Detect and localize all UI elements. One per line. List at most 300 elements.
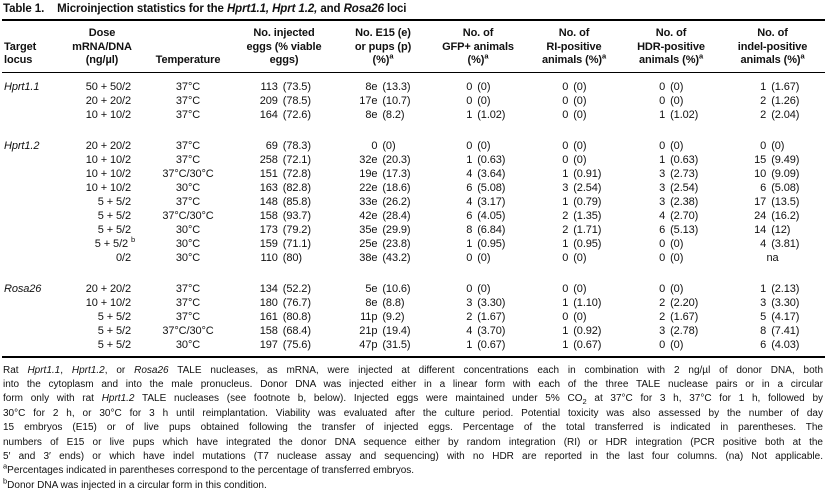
temperature-cell: 37°C xyxy=(175,195,201,208)
value-percent: (20.3) xyxy=(382,153,411,166)
footnote-line: 30°C for 2 h, or 30°C for 3 h until reimplantation. Viability was evaluated after the culture period. Potential toxicity was also assessed by the number of day xyxy=(3,407,823,419)
value-cell xyxy=(720,223,825,237)
dose-cell: 10 + 10/2 xyxy=(85,108,131,121)
value-cell xyxy=(336,94,430,108)
value-percent: (4.05) xyxy=(477,209,506,222)
value-cell xyxy=(430,108,526,122)
temperature-cell: 30°C xyxy=(175,223,201,236)
value-cell xyxy=(430,195,526,209)
value-count: 1 xyxy=(562,324,569,337)
value-cell xyxy=(430,324,526,338)
value-percent: (0) xyxy=(573,108,587,121)
value-cell xyxy=(232,265,336,296)
column-header-line: No. of xyxy=(757,27,788,39)
value-cell xyxy=(232,122,336,153)
value-percent: (72.6) xyxy=(282,108,311,121)
value-count: 258 xyxy=(259,153,278,166)
value-cell xyxy=(336,167,430,181)
table-row xyxy=(2,310,825,324)
value-cell xyxy=(430,296,526,310)
table-row xyxy=(2,94,825,108)
value-count: 197 xyxy=(259,338,278,351)
text: 2 xyxy=(582,397,587,407)
locus-cell: Hprt1.2 xyxy=(4,139,40,152)
column-header-line: animals (%)$^a$ xyxy=(638,51,704,66)
value-percent: (8.2) xyxy=(382,108,405,121)
value-cell xyxy=(232,338,336,357)
value-cell xyxy=(430,209,526,223)
value-percent: (0) xyxy=(477,139,491,152)
column-header-line: Dose xyxy=(88,27,116,39)
value-count: 35e xyxy=(359,223,378,236)
value-cell xyxy=(232,108,336,122)
value-cell xyxy=(232,72,336,94)
value-percent: (80.8) xyxy=(282,310,311,323)
dose-cell: 5 + 5/2 xyxy=(97,223,131,236)
value-percent: (4.17) xyxy=(771,310,800,323)
value-count: 1 xyxy=(562,167,569,180)
temperature-cell: 37°C xyxy=(175,153,201,166)
value-count: 6 xyxy=(466,209,473,222)
value-count: 2 xyxy=(659,296,666,309)
value-count: 4 xyxy=(466,167,473,180)
value-percent: (13.3) xyxy=(382,80,411,93)
value-percent: (2.20) xyxy=(670,296,699,309)
value-percent: (0.79) xyxy=(573,195,602,208)
value-cell xyxy=(622,310,720,324)
value-cell xyxy=(336,209,430,223)
locus-cell xyxy=(2,251,60,265)
value-percent: (0.63) xyxy=(670,153,699,166)
value-cell xyxy=(336,251,430,265)
value-percent: (0) xyxy=(573,139,587,152)
value-cell xyxy=(232,94,336,108)
value-percent: (72.1) xyxy=(282,153,311,166)
table-row xyxy=(2,338,825,357)
column-header-line: mRNA/DNA xyxy=(72,40,132,53)
column-header xyxy=(60,20,144,72)
column-header-line: locus xyxy=(4,54,33,66)
value-cell xyxy=(622,72,720,94)
value-count: 22e xyxy=(359,181,378,194)
value-cell xyxy=(622,167,720,181)
microinjection-statistics-table xyxy=(2,19,825,358)
footnote-line: 5′ and 3′ ends) or which have indel mutations (T7 nuclease assay and sequencing) with no HDR are reported in the last four columns. (na) Not applicable. xyxy=(3,450,823,462)
value-count: 3 xyxy=(659,324,666,337)
table-footnotes xyxy=(2,358,825,494)
value-cell xyxy=(720,153,825,167)
temperature-cell: 37°C/30°C xyxy=(162,209,214,222)
value-cell xyxy=(526,265,622,296)
value-cell xyxy=(336,237,430,251)
column-header-line: indel-positive xyxy=(737,40,808,53)
value-count: 6 xyxy=(659,223,666,236)
text: Rosa26 xyxy=(343,3,384,15)
value-count: 2 xyxy=(466,310,473,323)
value-count: 3 xyxy=(659,195,666,208)
text: Rosa26 xyxy=(134,364,169,376)
value-cell xyxy=(430,265,526,296)
value-count: 1 xyxy=(562,195,569,208)
value-count: 32e xyxy=(359,153,378,166)
value-count: 4 xyxy=(466,324,473,337)
value-percent: (0.91) xyxy=(573,167,602,180)
value-count: 0 xyxy=(466,80,473,93)
value-cell xyxy=(526,251,622,265)
value-cell xyxy=(526,167,622,181)
value-percent: (76.7) xyxy=(282,296,311,309)
dose-cell: 5 + 5/2 xyxy=(60,338,144,357)
value-count: 158 xyxy=(259,209,278,222)
value-percent: (18.6) xyxy=(382,181,411,194)
value-count: 0 xyxy=(659,139,666,152)
locus-cell xyxy=(2,237,60,251)
value-count: 0 xyxy=(466,94,473,107)
value-percent: (0.67) xyxy=(573,338,602,351)
value-cell xyxy=(622,94,720,108)
dose-cell: 5 + 5/2 xyxy=(97,310,131,323)
text: Hprt1.2 xyxy=(101,393,135,405)
value-percent: (0) xyxy=(670,282,684,295)
value-count: 38e xyxy=(359,251,378,264)
value-cell xyxy=(622,108,720,122)
value-count: 25e xyxy=(359,237,378,250)
temperature-cell: 37°C xyxy=(175,94,201,107)
value-cell xyxy=(720,237,825,251)
value-cell xyxy=(720,167,825,181)
column-header-line: (ng/µl) xyxy=(85,54,119,66)
table-row xyxy=(2,237,825,251)
locus-cell xyxy=(2,94,60,108)
text: a xyxy=(800,51,805,61)
value-count: 69 xyxy=(265,139,278,152)
value-percent: (5.08) xyxy=(771,181,800,194)
value-cell xyxy=(720,310,825,324)
value-cell xyxy=(232,310,336,324)
value-percent: (0.67) xyxy=(477,338,506,351)
value-percent: (1.71) xyxy=(573,223,602,236)
value-cell xyxy=(430,223,526,237)
value-cell xyxy=(526,237,622,251)
temperature-cell: 37°C xyxy=(175,296,201,309)
table-row xyxy=(2,195,825,209)
column-header-line: eggs) xyxy=(269,54,299,66)
value-count: 1 xyxy=(466,237,473,250)
value-count: 2 xyxy=(562,223,569,236)
value-count: 164 xyxy=(259,108,278,121)
value-cell xyxy=(430,237,526,251)
dose-cell: 10 + 10/2 xyxy=(85,153,131,166)
table-row xyxy=(2,181,825,195)
value-count: 24 xyxy=(754,209,767,222)
value-percent: (10.6) xyxy=(382,282,411,295)
table-row xyxy=(2,209,825,223)
value-count: 11p xyxy=(360,310,378,323)
value-cell xyxy=(336,181,430,195)
value-percent: (17.3) xyxy=(382,167,411,180)
value-count: 110 xyxy=(260,251,278,264)
value-count: 47p xyxy=(359,338,378,351)
value-percent: (3.30) xyxy=(771,296,800,309)
text: b xyxy=(3,476,8,486)
value-count: 1 xyxy=(760,282,767,295)
table-row xyxy=(2,122,825,153)
table-row xyxy=(2,251,825,265)
value-percent: (82.8) xyxy=(282,181,311,194)
value-cell xyxy=(720,108,825,122)
value-cell xyxy=(720,209,825,223)
value-count: 0 xyxy=(371,139,378,152)
value-cell xyxy=(720,94,825,108)
value-percent: (1.67) xyxy=(771,80,800,93)
text: Hprt1.2 xyxy=(71,364,105,376)
text: a xyxy=(3,462,8,472)
value-cell xyxy=(232,324,336,338)
value-count: 151 xyxy=(259,167,278,180)
value-count: 8 xyxy=(466,223,473,236)
locus-cell: Rosa26 xyxy=(4,282,42,295)
value-count: 3 xyxy=(659,181,666,194)
value-percent: (93.7) xyxy=(282,209,311,222)
value-percent: (68.4) xyxy=(282,324,311,337)
value-count: 1 xyxy=(562,338,569,351)
column-header-line: No. injected xyxy=(253,27,315,39)
dose-cell: 20 + 20/2 xyxy=(85,139,131,152)
value-cell xyxy=(526,108,622,122)
value-count: 159 xyxy=(259,237,278,250)
value-cell xyxy=(430,94,526,108)
value-count: 6 xyxy=(760,338,767,351)
value-percent: (0) xyxy=(670,80,684,93)
value-cell xyxy=(622,237,720,251)
value-count: 0 xyxy=(562,153,569,166)
value-cell xyxy=(622,122,720,153)
value-cell xyxy=(622,181,720,195)
value-percent: (1.10) xyxy=(573,296,602,309)
value-percent: (29.9) xyxy=(382,223,411,236)
temperature-cell: 37°C xyxy=(175,80,201,93)
text: Hprt1.1 xyxy=(27,364,61,376)
value-count: 2 xyxy=(760,108,767,121)
value-cell xyxy=(526,324,622,338)
value-cell xyxy=(336,195,430,209)
column-header xyxy=(430,20,526,72)
value-count: 0 xyxy=(659,237,666,250)
column-header xyxy=(336,20,430,72)
value-percent: (43.2) xyxy=(382,251,411,264)
value-count: 0 xyxy=(562,139,569,152)
value-percent: (3.17) xyxy=(477,195,506,208)
value-percent: (23.8) xyxy=(382,237,411,250)
value-count: 4 xyxy=(659,209,666,222)
column-header xyxy=(720,20,825,72)
value-count: 1 xyxy=(562,296,569,309)
value-count: 0 xyxy=(659,251,666,264)
value-cell xyxy=(336,122,430,153)
locus-cell xyxy=(2,324,60,338)
locus-cell xyxy=(2,108,60,122)
column-header-line: RI-positive xyxy=(546,40,602,53)
column-header-line: Target xyxy=(4,40,37,53)
value-count: 1 xyxy=(466,153,473,166)
column-header-line: or pups (p) xyxy=(354,40,412,53)
value-percent: (5.08) xyxy=(477,181,506,194)
dose-cell: 5 + 5/2 xyxy=(97,195,131,208)
column-header xyxy=(232,20,336,72)
value-percent: (2.54) xyxy=(670,181,699,194)
table-row xyxy=(2,153,825,167)
value-cell xyxy=(430,338,526,357)
value-cell xyxy=(526,122,622,153)
temperature-cell: 37°C xyxy=(175,282,201,295)
value-percent: (0) xyxy=(670,237,684,250)
text: Hprt 1.2, xyxy=(272,3,318,15)
value-cell xyxy=(430,310,526,324)
dose-cell: 20 + 20/2 xyxy=(85,282,131,295)
value-percent: (1.35) xyxy=(573,209,602,222)
footnote-line: form only with rat Hprt1.2 TALE nucleases (see footnote b, below). Injected eggs were maintained under 5% $CO_2$ at 37°C for 3 h, 37°C for 1 h, followed by xyxy=(3,393,824,407)
value-percent: (9.49) xyxy=(771,153,800,166)
value-count: 42e xyxy=(359,209,378,222)
value-percent: (0) xyxy=(670,94,684,107)
value-count: 10 xyxy=(754,167,767,180)
locus-cell xyxy=(2,338,60,357)
temperature-cell: 30°C xyxy=(175,251,201,264)
value-cell xyxy=(622,296,720,310)
value-cell xyxy=(526,310,622,324)
text: a xyxy=(698,51,704,61)
value-percent: (0) xyxy=(670,338,684,351)
value-percent: (16.2) xyxy=(771,209,800,222)
value-percent: (9.09) xyxy=(771,167,800,180)
value-count: 8e xyxy=(365,108,378,121)
value-count: 134 xyxy=(259,282,278,295)
value-percent: (78.5) xyxy=(282,94,311,107)
value-percent: (1.67) xyxy=(670,310,699,323)
value-cell xyxy=(526,338,622,357)
value-count: 0 xyxy=(760,139,767,152)
value-count: 0 xyxy=(466,282,473,295)
value-cell xyxy=(720,251,825,265)
value-cell xyxy=(232,153,336,167)
value-percent: (0) xyxy=(477,80,491,93)
value-cell xyxy=(720,324,825,338)
footnote-line: 15 embryos (E15) or of live pups obtained following the transfer of injected eggs. Percentage of the total transferred is indicated in parentheses. The xyxy=(3,422,823,434)
table-row xyxy=(2,296,825,310)
temperature-cell: 37°C xyxy=(175,139,201,152)
temperature-cell: 37°C/30°C xyxy=(162,324,214,337)
value-cell xyxy=(232,167,336,181)
value-count: 8 xyxy=(760,324,767,337)
value-count: 0 xyxy=(659,338,666,351)
value-percent: (2.54) xyxy=(573,181,602,194)
value-count: 2 xyxy=(659,310,666,323)
column-header-line: eggs (% viable xyxy=(246,40,322,53)
value-cell xyxy=(622,153,720,167)
value-cell xyxy=(526,153,622,167)
temperature-cell: 30°C xyxy=(175,181,201,194)
value-percent: (4.03) xyxy=(771,338,800,351)
value-count: 14 xyxy=(754,223,767,236)
value-percent: (0) xyxy=(771,139,785,152)
value-percent: (78.3) xyxy=(282,139,311,152)
value-count: 3 xyxy=(562,181,569,194)
value-cell xyxy=(430,251,526,265)
value-percent: (79.2) xyxy=(282,223,311,236)
value-count: 113 xyxy=(260,80,278,93)
locus-cell xyxy=(2,209,60,223)
value-percent: (1.26) xyxy=(771,94,800,107)
value-count: 4 xyxy=(760,237,767,250)
value-cell xyxy=(430,72,526,94)
value-count: 4 xyxy=(466,195,473,208)
column-header-line: GFP+ animals xyxy=(442,40,514,53)
value-percent: (85.8) xyxy=(282,195,311,208)
value-count: 0 xyxy=(466,251,473,264)
value-percent: (0) xyxy=(573,94,587,107)
value-percent: (0) xyxy=(477,251,491,264)
footnote-line: into the cytoplasm and into the male pronucleus. Donor DNA was injected either in a linear form with each of the three TALE nuclease pairs or in a circular xyxy=(3,378,823,390)
locus-cell xyxy=(2,310,60,324)
value-cell xyxy=(336,296,430,310)
value-percent: (12) xyxy=(771,223,791,236)
value-percent: (2.73) xyxy=(670,167,699,180)
value-cell xyxy=(430,167,526,181)
value-count: 161 xyxy=(259,310,278,323)
value-count: 1 xyxy=(466,108,473,121)
footnote-marker-line: $^a$Percentages indicated in parentheses correspond to the percentage of transferred embryos. xyxy=(3,462,415,477)
dose-cell: 10 + 10/2 xyxy=(85,296,131,309)
value-cell xyxy=(622,265,720,296)
value-percent: (75.6) xyxy=(282,338,311,351)
value-percent: (0.92) xyxy=(573,324,602,337)
value-percent: (1.67) xyxy=(477,310,506,323)
temperature-cell: 37°C xyxy=(175,310,201,323)
value-percent: (0) xyxy=(477,94,491,107)
locus-cell xyxy=(2,296,60,310)
value-cell xyxy=(720,195,825,209)
value-count: 17e xyxy=(359,94,378,107)
value-percent: (0) xyxy=(573,80,587,93)
value-cell xyxy=(232,195,336,209)
value-percent: (2.70) xyxy=(670,209,699,222)
column-header xyxy=(144,20,232,72)
value-percent: (0) xyxy=(670,251,684,264)
dose-cell: 0/2 xyxy=(116,251,131,264)
value-percent: (0.95) xyxy=(477,237,506,250)
table-row xyxy=(2,223,825,237)
column-header-line: No. E15 (e) xyxy=(355,27,411,39)
value-cell xyxy=(526,72,622,94)
dose-cell: 5 + 5/2 xyxy=(97,324,131,337)
table-row xyxy=(2,324,825,338)
value-cell xyxy=(336,338,430,357)
value-percent: (19.4) xyxy=(382,324,411,337)
value-percent: (3.81) xyxy=(771,237,800,250)
value-percent: (0) xyxy=(573,153,587,166)
value-count: 0 xyxy=(659,80,666,93)
column-header-line: (%)$^a$ xyxy=(467,51,489,66)
locus-cell: Hprt1.1 xyxy=(4,80,40,93)
value-cell xyxy=(622,324,720,338)
value-count: 2 xyxy=(562,209,569,222)
value-cell xyxy=(622,195,720,209)
value-percent: (5.13) xyxy=(670,223,699,236)
column-header-line: animals (%)$^a$ xyxy=(740,51,805,66)
value-count: 0 xyxy=(562,282,569,295)
value-cell xyxy=(526,94,622,108)
value-percent: (28.4) xyxy=(382,209,411,222)
